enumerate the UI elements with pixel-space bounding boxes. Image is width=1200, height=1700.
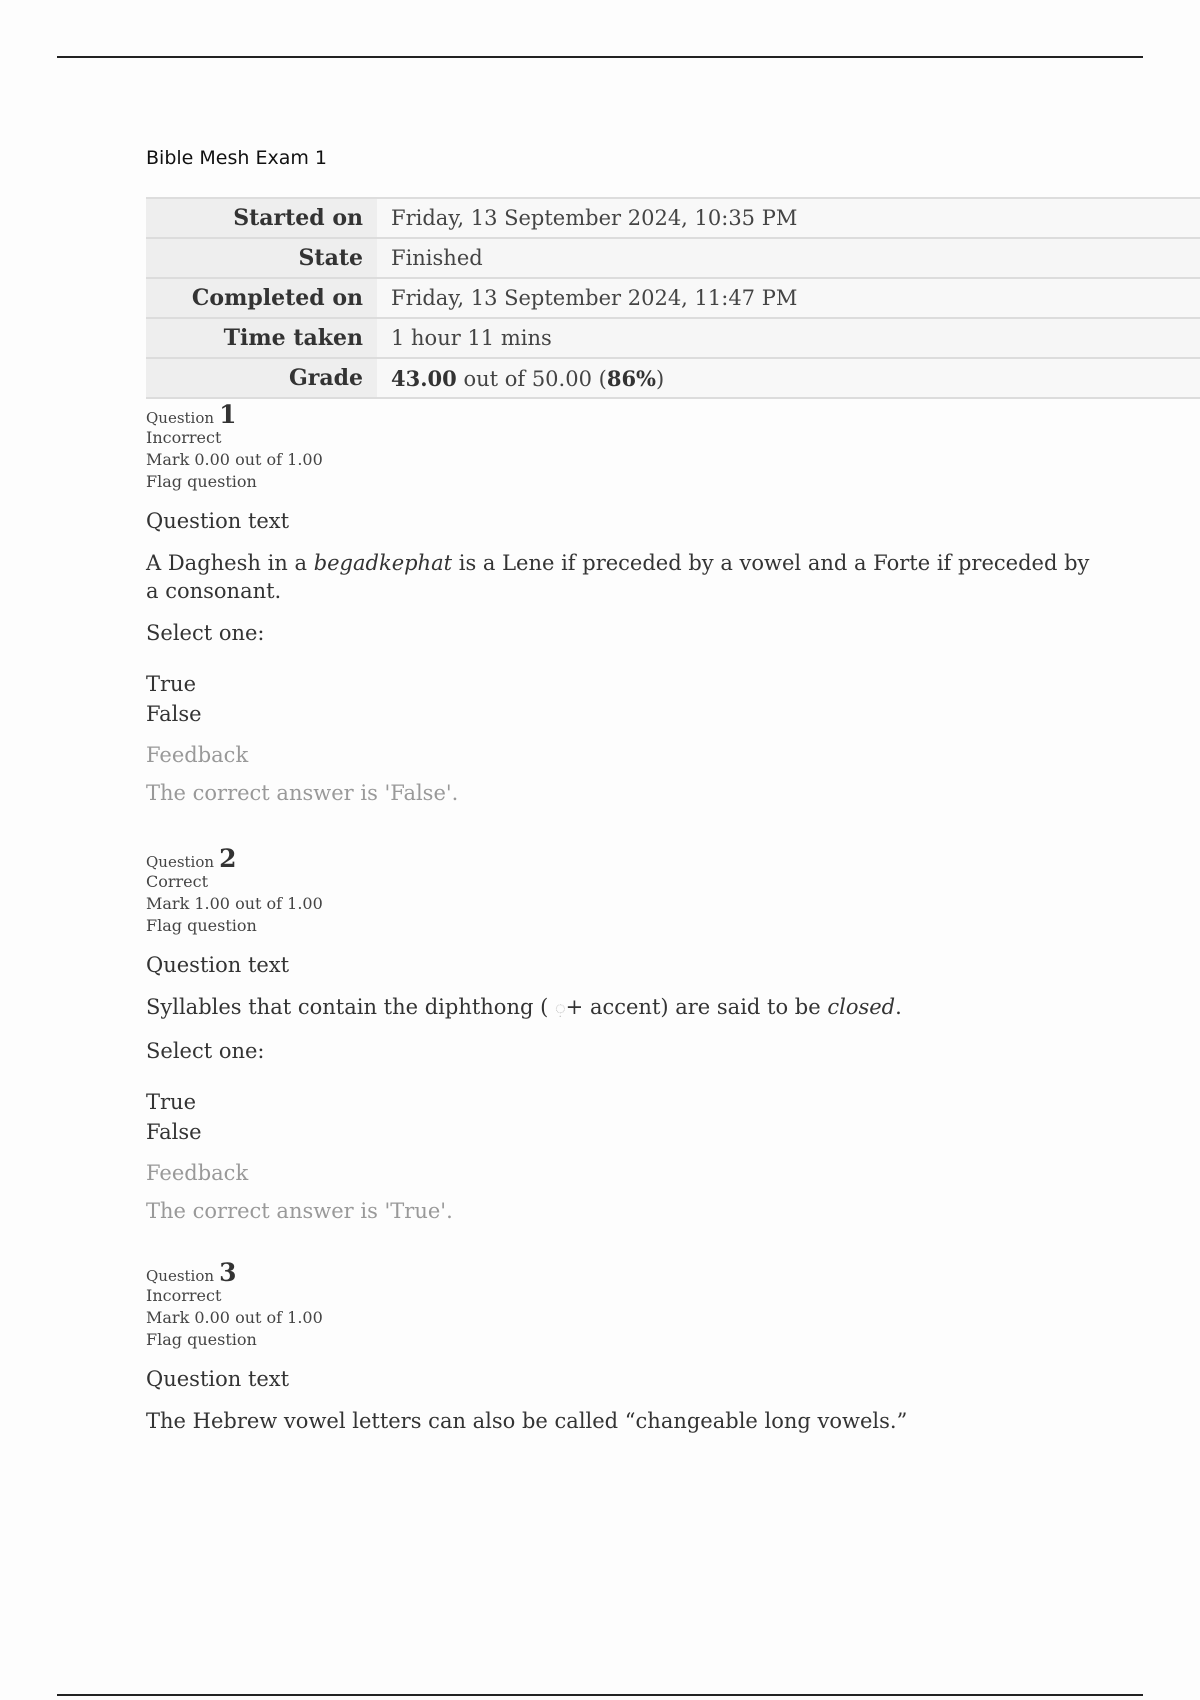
feedback-heading: Feedback: [146, 1161, 249, 1185]
attempt-summary-table: [146, 197, 1200, 399]
grade-value: [377, 366, 664, 391]
summary-row-grade: [146, 359, 1200, 399]
answer-option-true[interactable]: True: [146, 672, 196, 696]
question-mark: Mark 0.00 out of 1.00: [146, 450, 323, 469]
grade-close: ): [656, 366, 665, 391]
question-mark: Mark 0.00 out of 1.00: [146, 1308, 323, 1327]
question-number: 2: [219, 844, 237, 873]
select-one-label: Select one:: [146, 621, 265, 645]
answer-option-true[interactable]: True: [146, 1090, 196, 1114]
top-rule: [57, 56, 1143, 58]
summary-row-state: [146, 239, 1200, 279]
question-text: [146, 549, 1096, 605]
summary-row-started: [146, 199, 1200, 239]
summary-value: Friday, 13 September 2024, 11:47 PM: [391, 286, 798, 310]
question-label: Question: [146, 853, 215, 871]
summary-value: Finished: [391, 246, 483, 270]
summary-row-time-taken: [146, 319, 1200, 359]
summary-label: State: [146, 239, 377, 277]
question-label: Question: [146, 409, 215, 427]
summary-row-completed: [146, 279, 1200, 319]
question-text-heading: Question text: [146, 509, 290, 533]
question-text: The Hebrew vowel letters can also be called “changeable long vowels.”: [146, 1409, 908, 1433]
summary-value: 1 hour 11 mins: [391, 326, 552, 350]
question-text-heading: Question text: [146, 953, 290, 977]
question-heading: [146, 402, 1096, 427]
answer-options: [146, 669, 1096, 729]
question-text: [146, 993, 1096, 1023]
grade-out-of: out of 50.00 (: [463, 366, 607, 391]
summary-label: Time taken: [146, 319, 377, 357]
flag-question-link[interactable]: Flag question: [146, 472, 257, 491]
grade-score: 43.00: [391, 365, 457, 391]
question-block-3: [146, 1260, 1096, 1435]
document-title: Bible Mesh Exam 1: [146, 147, 327, 169]
answer-option-false[interactable]: False: [146, 1120, 202, 1144]
question-mark: Mark 1.00 out of 1.00: [146, 894, 323, 913]
question-heading: [146, 1260, 1096, 1285]
question-block-1: [146, 402, 1096, 805]
summary-label: Started on: [146, 199, 377, 237]
question-text-italic: begadkephat: [313, 551, 453, 575]
question-text-part: Syllables that contain the diphthong (: [146, 995, 555, 1019]
question-text-part: + accent) are said to be: [565, 995, 828, 1019]
flag-question-link[interactable]: Flag question: [146, 1330, 257, 1349]
feedback-heading: Feedback: [146, 743, 249, 767]
question-text-italic: closed: [827, 995, 896, 1019]
feedback-text: The correct answer is 'False'.: [146, 781, 459, 805]
question-text-heading: Question text: [146, 1367, 290, 1391]
question-number: 3: [219, 1258, 237, 1287]
flag-question-link[interactable]: Flag question: [146, 916, 257, 935]
answer-option-false[interactable]: False: [146, 702, 202, 726]
summary-value: Friday, 13 September 2024, 10:35 PM: [391, 206, 798, 230]
hebrew-vowel-glyph-icon: ◌ִ: [554, 998, 566, 1019]
feedback-text: The correct answer is 'True'.: [146, 1199, 453, 1223]
question-status: Incorrect: [146, 1286, 222, 1305]
question-text-part: A Daghesh in a: [146, 551, 314, 575]
question-number: 1: [219, 400, 237, 429]
question-block-2: [146, 846, 1096, 1223]
question-label: Question: [146, 1267, 215, 1285]
grade-percent: 86%: [606, 365, 657, 391]
question-heading: [146, 846, 1096, 871]
question-status: Incorrect: [146, 428, 222, 447]
question-text-part: is a Lene if preceded by a vowel and a Forte if preceded by a consonant.: [146, 551, 1090, 603]
answer-options: [146, 1087, 1096, 1147]
question-text-part: .: [895, 995, 902, 1019]
question-status: Correct: [146, 872, 209, 891]
bottom-rule: [57, 1694, 1143, 1696]
summary-label: Grade: [146, 359, 377, 397]
summary-label: Completed on: [146, 279, 377, 317]
select-one-label: Select one:: [146, 1039, 265, 1063]
